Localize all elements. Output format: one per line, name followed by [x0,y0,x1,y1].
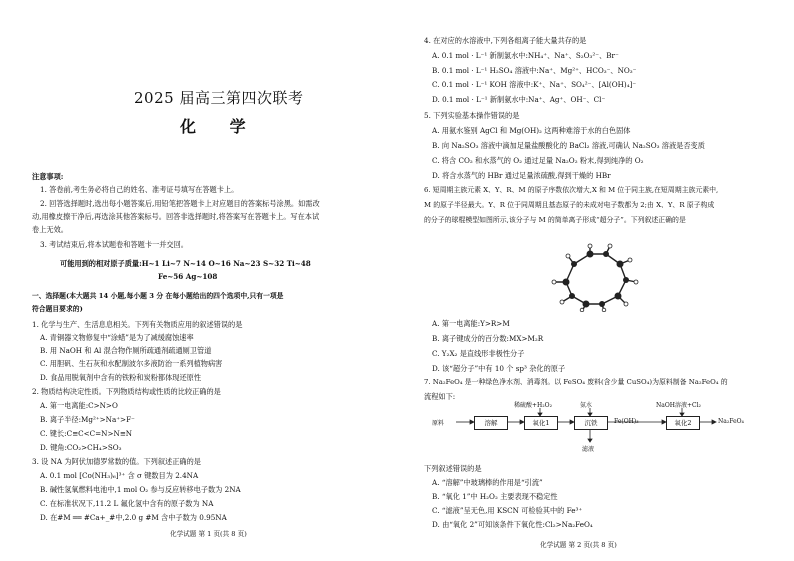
question-7: 7. Na₂FeO₄ 是一种绿色净水剂、消毒剂。以 FeSO₄ 废料(含少量 CuSO₄)为原料制备 Na₂FeO₄ 的 [424,378,728,386]
exam-title: 2025 届高三第四次联考 [134,89,304,107]
option: C. 键长:C≡C<C=N>N≡N [40,429,133,438]
option: D. 键角:CO₂>CH₄>SO₃ [40,443,122,452]
notice-line: 3. 考试结束后,将本试题卷和答题卡一并交回。 [40,240,188,249]
question-4: 4. 在对应的水溶液中,下列各组离子能大量共存的是 [424,36,587,45]
option: A. “溶解”中玻璃棒的作用是“引流” [432,478,543,487]
option: C. 用胆矾、生石灰和水配制波尔多液防治一系列植物病害 [40,359,223,368]
question-6-line: 的分子的球棍模型如图所示,该分子与 M 的简单离子形成“超分子”。下列叙述正确的是 [424,216,686,224]
ball-stick-model-figure [546,242,642,312]
process-flowchart [430,400,766,460]
flow-product: Na₂FeO₄ [718,418,744,425]
question-6-line: M 的原子半径最大。Y、R 位于同周期且基态原子的未成对电子数都为 2;由 X、Y、R 原子构成 [424,201,715,209]
option: B. 0.1 mol · L⁻¹ H₂SO₄ 溶液中:Na⁺、Mg²⁺、HCO₃⁻、NO₃⁻ [432,66,637,75]
notice-line: 卷上无效。 [32,225,68,234]
section-heading: 一、选择题(本大题共 14 小题,每小题 3 分 在每小题给出的四个选项中,只有一项是 [32,292,284,300]
option: A. 第一电离能:C>N>O [40,401,118,410]
flow-input-ammonia: 氨水 [580,402,593,409]
notice-heading: 注意事项: [32,172,64,181]
option: A. 0.1 mol [Co(NH₃)₆]³⁺ 含 σ 键数目为 2.4NA [40,471,199,480]
option: C. 0.1 mol · L⁻¹ KOH 溶液中:K⁺、Na⁺、SO₄²⁻、[Al(OH)₄]⁻ [432,80,637,89]
option: C. Y₂X₂ 是直线形非极性分子 [432,349,525,358]
atomic-masses-2: Fe~56 Ag~108 [158,272,218,281]
flow-step-oxidation1: 氧化1 [524,416,558,430]
option: B. 离子半径:Mg²⁺>Na⁺>F⁻ [40,415,135,424]
question-6: 6. 短周期主族元素 X、Y、R、M 的原子序数依次增大,X 和 M 位于同主族,在短周期主族元素中, [424,186,719,194]
section-heading-2: 符合题目要求的) [32,305,83,313]
option: C. 在标准状况下,11.2 L 氟化氢中含有的原子数为 NA [40,499,214,508]
flow-filtrate: 滤液 [582,446,595,453]
question-5: 5. 下列实验基本操作错误的是 [424,111,520,120]
notice-line: 1. 答卷前,考生务必将自己的姓名、准考证号填写在答题卡上。 [40,185,239,194]
atomic-masses: 可能用到的相对原子质量:H~1 Li~7 N~14 O~16 Na~23 S~32 Ti~48 [60,259,311,268]
question-7-prompt: 下列叙述错误的是 [424,464,482,473]
flow-input-acid: 稀硫酸+H₂O₂ [514,402,552,409]
option: D. 该“超分子”中有 10 个 sp³ 杂化的原子 [432,364,566,373]
notice-line: 2. 回答选择题时,选出每小题答案后,用铅笔把答题卡上对应题目的答案标号涂黑。如需改 [40,199,320,208]
subject-title: 化 学 [180,117,260,136]
option: D. 0.1 mol · L⁻¹ 新制氨水中:Na⁺、Ag⁺、OH⁻、Cl⁻ [432,95,606,104]
option: D. 将含水蒸气的 HBr 通过足量浓硫酸,得到干燥的 HBr [432,171,611,180]
question-2: 2. 物质结构决定性质。下列物质结构或性质的比较正确的是 [32,387,221,396]
question-7-line: 流程如下: [424,392,456,401]
question-3: 3. 设 NA 为阿伏加德罗常数的值。下列叙述正确的是 [32,457,201,466]
option: B. 向 Na₂SO₃ 溶液中滴加足量盐酸酸化的 BaCl₂ 溶液,可确认 Na₂SO₃ 溶液是否变质 [432,141,705,150]
option: C. “滤液”呈无色,用 KSCN 可检验其中的 Fe³⁺ [432,506,583,515]
option: B. 用 NaOH 和 Al 混合物作厕所疏通剂疏通厕卫管道 [40,346,212,355]
option: D. 由“氧化 2”可知该条件下氧化性:Cl₂>Na₂FeO₄ [432,520,593,529]
option: A. 青铜器文物修复中“涂蜡”是为了减缓腐蚀速率 [40,333,194,342]
page-footer: 化学试题 第 2 页(共 8 页) [540,541,617,549]
flow-fe-oh3: Fe(OH)₃ [614,418,639,425]
option: D. 在#M ══ #Ca+_#中,2.0 g #M 含中子数为 0.95NA [40,513,227,522]
option: B. “氧化 1”中 H₂O₂ 主要表现不稳定性 [432,492,558,501]
flowchart-arrows [430,400,766,460]
option: B. 碱性氢氧燃料电池中,1 mol O₂ 参与反应转移电子数为 2NA [40,485,241,494]
option: B. 离子键成分的百分数:MX>M₂R [432,334,544,343]
option: A. 用氨水鉴别 AgCl 和 Mg(OH)₂ 这两种难溶于水的白色固体 [432,126,631,135]
option: A. 0.1 mol · L⁻¹ 新制氯水中:NH₄⁺、Na⁺、S₂O₃²⁻、Br⁻ [432,51,619,60]
question-1: 1. 化学与生产、生活息息相关。下列有关物质应用的叙述错误的是 [32,320,243,329]
flow-step-precipitate: 沉铁 [574,416,608,430]
option: C. 将含 CO₂ 和水蒸气的 O₂ 通过足量 Na₂O₂ 粉末,得到纯净的 O₂ [432,156,644,165]
option: D. 食品用脱氧剂中含有的铁粉和炭粉都体现还原性 [40,373,202,382]
flow-input-naoh: NaOH溶液+Cl₂ [656,402,701,409]
page-footer: 化学试题 第 1 页(共 8 页) [170,530,247,538]
flow-raw-material: 原料 [432,420,445,427]
option: A. 第一电离能:Y>R>M [432,319,510,328]
flow-step-dissolve: 溶解 [474,416,508,430]
notice-line: 动,用橡皮擦干净后,再选涂其他答案标号。回答非选择题时,将答案写在答题卡上。写在本试 [32,212,320,221]
flow-step-oxidation2: 氧化2 [666,416,700,430]
